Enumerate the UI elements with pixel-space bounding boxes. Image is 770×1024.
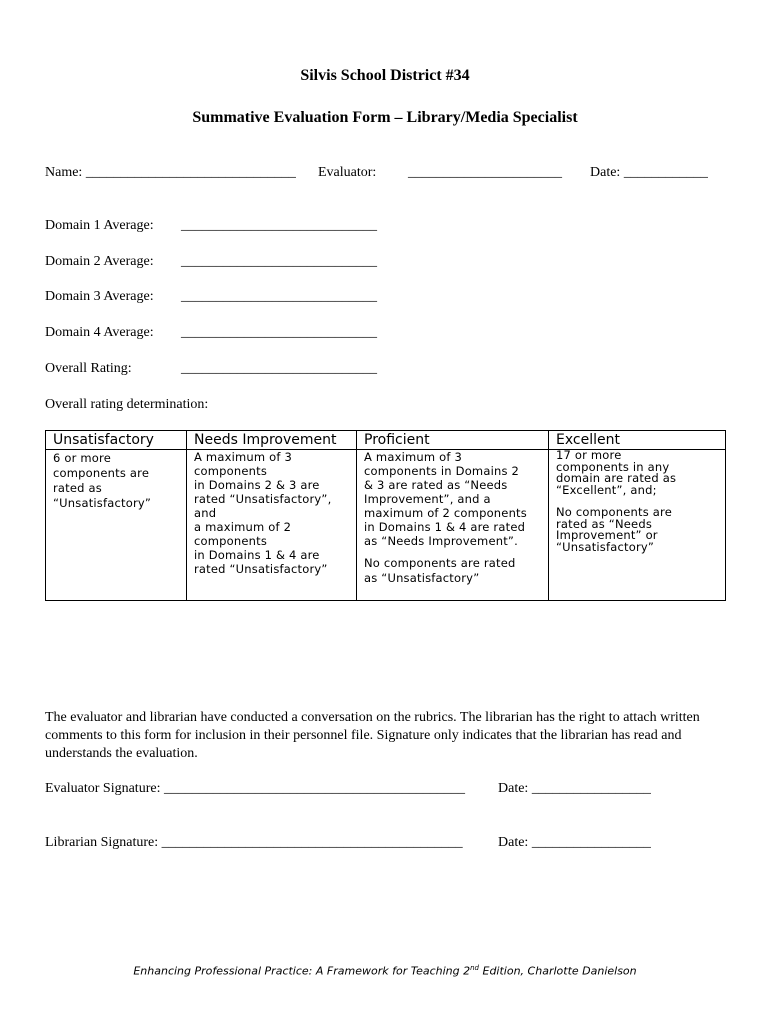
domain-3-label: Domain 3 Average: <box>45 289 154 304</box>
cell-line: rated as “Needs <box>556 516 653 531</box>
cell-line: No components are <box>556 505 672 519</box>
cell-line: and <box>194 506 217 520</box>
cell-line: domain are rated as <box>556 471 677 485</box>
date-field[interactable]: Date: ____________ <box>590 165 708 180</box>
cell-line: maximum of 2 components <box>364 506 527 520</box>
unsatisfactory-criteria <box>46 450 187 601</box>
determination-label: Overall rating determination: <box>45 397 209 412</box>
cell-line: components <box>194 464 268 478</box>
cell-line: rated “Unsatisfactory” <box>194 562 328 576</box>
acknowledgement-statement: The evaluator and librarian have conducted a conversation on the rubrics. The librarian has the right to attach written comments to this form for inclusion in their personnel file. Signature only indicates that the librarian has read and understands the evaluation. <box>45 710 700 761</box>
header-unsatisfactory: Unsatisfactory <box>46 431 187 450</box>
cell-line: as “Unsatisfactory” <box>364 571 480 585</box>
domain-4-label: Domain 4 Average: <box>45 325 154 340</box>
proficient-criteria <box>357 450 549 601</box>
overall-rating-label: Overall Rating: <box>45 361 132 376</box>
cell-line: & 3 are rated as “Needs <box>364 478 508 492</box>
cell-line: A maximum of 3 <box>194 450 292 464</box>
district-title: Silvis School District #34 <box>300 67 470 84</box>
evaluator-signature-date[interactable]: Date: _________________ <box>498 781 651 796</box>
domain-2-field[interactable]: ____________________________ <box>181 254 377 269</box>
domain-1-label: Domain 1 Average: <box>45 218 154 233</box>
cell-line: No components are rated <box>364 556 516 570</box>
cell-line: 6 or more <box>53 451 111 465</box>
cell-line: Improvement”, and a <box>364 492 491 506</box>
cell-line: components in any <box>556 459 670 474</box>
cell-line: components <box>194 534 268 548</box>
cell-line: in Domains 2 & 3 are <box>194 478 320 492</box>
cell-line: 17 or more <box>556 448 622 462</box>
overall-rating-field[interactable]: ____________________________ <box>181 361 377 376</box>
cell-line: in Domains 1 & 4 are rated <box>364 520 526 534</box>
cell-line: in Domains 1 & 4 are <box>194 548 320 562</box>
footer-text: Enhancing Professional Practice: A Framework for Teaching 2 <box>133 964 471 978</box>
header-proficient: Proficient <box>357 431 549 450</box>
rubric-criteria-row <box>46 450 726 601</box>
cell-line: components in Domains 2 <box>364 464 520 478</box>
evaluator-signature-field[interactable]: Evaluator Signature: ___________________________________________ <box>45 781 465 796</box>
cell-line: rated “Unsatisfactory”, <box>194 492 332 506</box>
rubric-header-row <box>46 431 726 450</box>
cell-line: “Excellent”, and; <box>556 482 657 497</box>
librarian-signature-field[interactable]: Librarian Signature: ___________________________________________ <box>45 835 463 850</box>
cell-line: a maximum of 2 <box>194 520 292 534</box>
cell-line: as “Needs Improvement”. <box>364 534 518 548</box>
evaluator-label: Evaluator: <box>318 165 377 180</box>
excellent-criteria <box>549 450 726 601</box>
evaluator-field[interactable]: ______________________ <box>408 165 562 180</box>
librarian-signature-date[interactable]: Date: _________________ <box>498 835 651 850</box>
footer-citation <box>0 964 770 978</box>
cell-line: “Unsatisfactory” <box>556 539 655 554</box>
domain-3-field[interactable]: ____________________________ <box>181 289 377 304</box>
cell-line: “Unsatisfactory” <box>53 496 152 510</box>
domain-2-label: Domain 2 Average: <box>45 254 154 269</box>
form-title: Summative Evaluation Form – Library/Media Specialist <box>192 109 578 126</box>
cell-line: Improvement” or <box>556 528 658 542</box>
header-needs-improvement: Needs Improvement <box>187 431 357 450</box>
rating-rubric-table <box>45 430 726 601</box>
cell-line: A maximum of 3 <box>364 450 462 464</box>
name-field[interactable]: Name: ______________________________ <box>45 165 296 180</box>
cell-gap <box>364 548 548 556</box>
footer-text-end: Edition, Charlotte Danielson <box>479 964 637 978</box>
cell-line: rated as <box>53 481 102 495</box>
domain-1-field[interactable]: ____________________________ <box>181 218 377 233</box>
domain-4-field[interactable]: ____________________________ <box>181 325 377 340</box>
cell-line: components are <box>53 466 150 480</box>
needs-improvement-criteria <box>187 450 357 601</box>
header-excellent: Excellent <box>549 431 726 450</box>
footer-superscript: nd <box>470 964 479 972</box>
